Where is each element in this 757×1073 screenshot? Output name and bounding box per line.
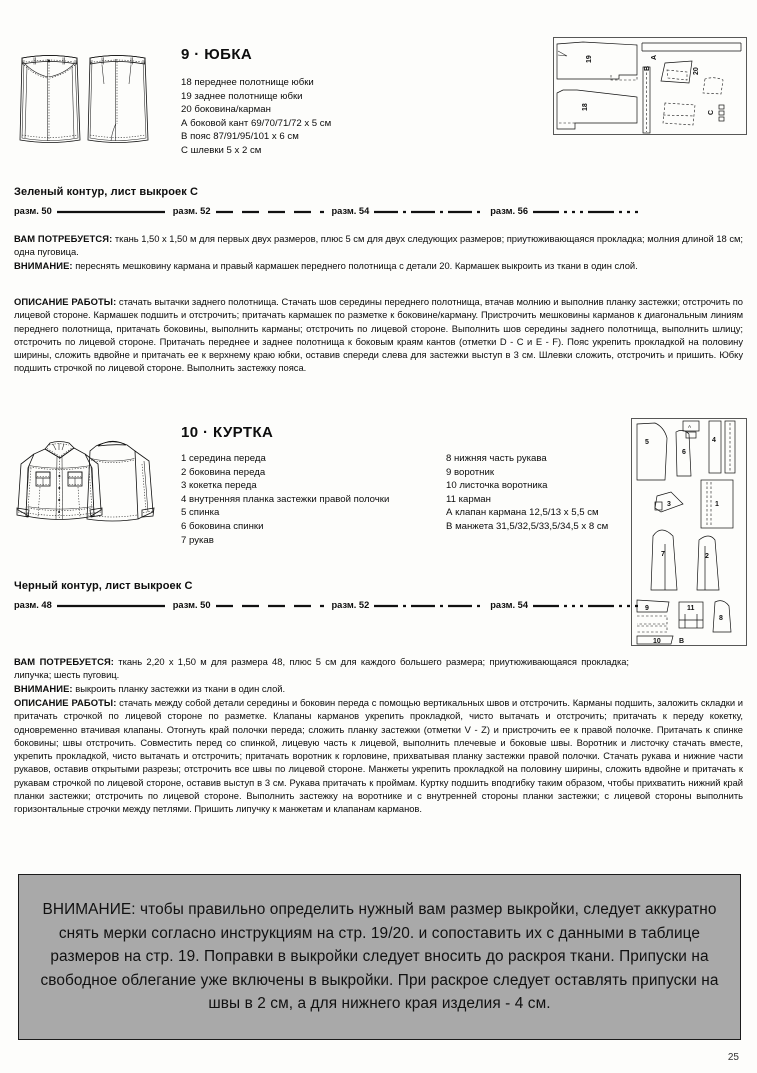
size-label: разм. 52	[331, 600, 370, 610]
svg-text:18: 18	[582, 103, 589, 111]
list-item: 1 середина переда	[181, 453, 266, 464]
size-label: разм. 54	[331, 206, 370, 216]
jacket-attention-paragraph	[14, 682, 629, 695]
description-label: ОПИСАНИЕ РАБОТЫ:	[14, 296, 117, 307]
size-legend-item	[173, 600, 324, 610]
skirt-contour-heading: Зеленый контур, лист выкроек С	[14, 186, 199, 198]
svg-text:8: 8	[719, 615, 723, 622]
size-line-dashed	[216, 601, 324, 610]
size-line-solid	[57, 207, 165, 216]
list-item: 18 переднее полотнище юбки	[181, 77, 314, 88]
svg-text:A: A	[651, 54, 658, 60]
page-number: 25	[727, 1052, 739, 1063]
list-item: 4 внутренняя планка застежки правой полочки	[181, 493, 390, 505]
attention-text: выкроить планку застежки из ткани в один слой.	[72, 683, 286, 694]
svg-text:6: 6	[682, 449, 686, 456]
size-label: разм. 52	[172, 206, 211, 216]
requirements-label: ВАМ ПОТРЕБУЕТСЯ:	[14, 656, 115, 667]
size-label: разм. 54	[490, 600, 528, 610]
size-legend-item	[490, 206, 641, 216]
jacket-parts-list-right	[446, 452, 646, 534]
requirements-text: ткань 1,50 x 1,50 м для первых двух размеров, плюс 5 см для двух следующих размеров; приутюживающаяся прокладка; молния длиной 18 см; одна пуговица.	[14, 233, 744, 258]
svg-text:C: C	[708, 109, 715, 115]
list-item: 19 заднее полотнище юбки	[181, 90, 303, 102]
svg-text:B: B	[679, 638, 685, 645]
size-label: разм. 56	[490, 206, 528, 216]
svg-text:3: 3	[667, 501, 671, 508]
size-line-dash-dot-dot	[533, 601, 641, 610]
list-item: 7 рукав	[181, 534, 214, 546]
attention-label: ВНИМАНИЕ:	[14, 683, 73, 694]
svg-text:7: 7	[661, 551, 665, 558]
svg-text:A: A	[688, 424, 692, 429]
size-line-dash-dot	[374, 601, 482, 610]
size-label: разм. 50	[172, 600, 211, 610]
description-text: стачать вытачки заднего полотнища. Стачать шов середины переднего полотнища, втачав молнию и выполнив планку застежки; отстрочить по лицевой стороне. Кармашек подшить и отстрочить; притачать кармашек по разметке к боковине/карману. Пристрочить мешковины карманов к диагональным линиям переднего полотнища, притачать боковины, выполнить карманы; отстрочить по лицевой стороне. Выполнить шов середины заднего полотнища, выполнить шлицу; отстрочить по лицевой стороне. Притачать переднее и заднее полотнища к боковым краям кантов (отметки D - C и E - F). Пояс укрепить прокладкой на половину ширины, сложить вдвойне и притачать ее к верхнему краю юбки, оставив спереди слева для застежки выступ в 3 см. Шлевки сложить, отстрочить и пришить. Юбку подшить строчкой по лицевой стороне. Выполнить застежку пояса.	[14, 296, 743, 374]
list-item: 20 боковина/карман	[181, 104, 271, 116]
list-item: 2 боковина переда	[181, 466, 266, 478]
description-label: ОПИСАНИЕ РАБОТЫ:	[14, 697, 117, 708]
svg-text:1: 1	[715, 501, 719, 508]
jacket-cutting-layout-diagram	[631, 418, 747, 646]
skirt-requirements-paragraph	[14, 232, 743, 259]
list-item: А клапан кармана 12,5/13 x 5,5 см	[446, 507, 599, 519]
svg-text:19: 19	[586, 55, 593, 63]
jacket-section-heading: 10 · КУРТКА	[181, 424, 274, 441]
jacket-parts-list-left	[181, 452, 451, 547]
size-warning-text: ВНИМАНИЕ: чтобы правильно определить нужный вам размер выкройки, следует аккуратно снять мерки согласно инструкциям на стр. 19/20. и сопоставить их с данными в таблице размеров на стр. 19. Поправки в выкройки следует вносить до раскроя ткани. Припуски на свободное облегание уже включены в выкройки. При раскрое следует оставлять припуски на швы в 2 см, а для нижнего края изделия - 4 см.	[40, 901, 719, 1013]
svg-text:2: 2	[705, 553, 709, 560]
skirt-contour-heading-block	[14, 186, 574, 198]
list-item: 6 боковина спинки	[181, 520, 264, 532]
list-item: А боковой кант 69/70/71/72 x 5 см	[181, 117, 332, 129]
list-item: В манжета 31,5/32,5/33,5/34,5 x 8 см	[446, 520, 609, 532]
list-item: 3 кокетка переда	[181, 480, 257, 492]
skirt-description-paragraph	[14, 295, 743, 375]
skirt-section-heading: 9 · ЮБКА	[181, 46, 253, 63]
svg-text:11: 11	[687, 605, 695, 612]
list-item: 11 карман	[446, 493, 491, 505]
size-label: разм. 48	[14, 600, 52, 610]
attention-text: переснять мешковину кармана и правый кармашек переднего полотнища с детали 20. Кармашек выкроить из ткани в один слой.	[72, 260, 638, 271]
list-item: 9 воротник	[446, 466, 495, 478]
list-item: С шлевки 5 x 2 см	[181, 144, 262, 156]
jacket-requirements-paragraph	[14, 655, 629, 682]
size-warning-box	[18, 874, 741, 1040]
size-line-dash-dot	[374, 207, 482, 216]
size-line-dash-dot-dot	[533, 207, 641, 216]
svg-text:20: 20	[693, 67, 700, 75]
svg-text:4: 4	[712, 437, 716, 444]
size-legend-item	[332, 600, 483, 610]
list-item: В пояс 87/91/95/101 x 6 см	[181, 131, 299, 143]
skirt-attention-paragraph	[14, 259, 743, 272]
size-legend-item	[14, 206, 165, 216]
size-line-dashed	[216, 207, 324, 216]
skirt-size-legend	[14, 206, 574, 216]
size-label: разм. 50	[14, 206, 52, 216]
size-legend-item	[14, 600, 165, 610]
requirements-label: ВАМ ПОТРЕБУЕТСЯ:	[14, 233, 113, 244]
jacket-contour-heading: Черный контур, лист выкроек С	[14, 580, 193, 592]
svg-text:10: 10	[653, 638, 661, 645]
skirt-cutting-layout-diagram	[553, 37, 747, 135]
attention-label: ВНИМАНИЕ:	[14, 260, 73, 271]
requirements-text: ткань 2,20 x 1,50 м для размера 48, плюс 5 см для каждого большего размера; приутюживающаяся прокладка; липучка; шесть пуговиц.	[14, 656, 630, 681]
svg-text:9: 9	[645, 605, 649, 612]
skirt-technical-drawing	[14, 42, 154, 162]
list-item: 8 нижняя часть рукава	[446, 453, 547, 464]
size-legend-item	[332, 206, 483, 216]
size-legend-item	[173, 206, 324, 216]
jacket-technical-drawing	[12, 424, 160, 556]
jacket-description-paragraph	[14, 696, 743, 816]
svg-text:B: B	[644, 65, 651, 71]
skirt-parts-list	[181, 76, 481, 158]
jacket-size-legend	[14, 600, 584, 610]
size-line-solid	[57, 601, 165, 610]
svg-text:5: 5	[645, 439, 649, 446]
jacket-contour-heading-block	[14, 580, 584, 592]
list-item: 5 спинка	[181, 507, 220, 519]
list-item: 10 листочка воротника	[446, 480, 548, 492]
description-text: стачать между собой детали середины и боковин переда с помощью вертикальных швов и отстрочить. Карманы подшить, заложить складки и притачать строчкой по лицевой стороне по разметке. Клапаны карманов укрепить прокладкой, чисто вытачать и отстрочить; притачать к переду кокетку, одновременно втачивая клапаны. Отогнуть край полочки переда; сложить планку застежки (отметки V - Z) и пристрочить ее к правой полочке. Притачать к спинке боковины; швы отстрочить. Совместить перед со спинкой, лицевую часть к лицевой, выполнить плечевые и боковые швы. Воротник и листочку стачать вместе, укрепить прокладкой, чисто вытачать и отстрочить; притачать воротник к горловине, прихватывая планку застежки правой полочки. Стачать рукава и нижние части рукавов, оставив открытыми разрезы; отстрочить все швы по лицевой стороне. Манжеты укрепить прокладкой на половину ширины, сложить вдвойне и притачать к рукавам строчкой по лицевой стороне, оставив выступ в 3 см. Рукава притачать к проймам. Куртку подшить вподгибку таким образом, чтобы прихватить нижний край планки застежки; отстрочить по лицевой стороне. Выполнить застежку на воротнике и с внутренней стороны планки застежки; с лицевой стороны выполнить горизонтальные строчки между петлями. Пришить липучку к манжетам и клапанам карманов.	[14, 697, 743, 815]
size-legend-item	[490, 600, 641, 610]
